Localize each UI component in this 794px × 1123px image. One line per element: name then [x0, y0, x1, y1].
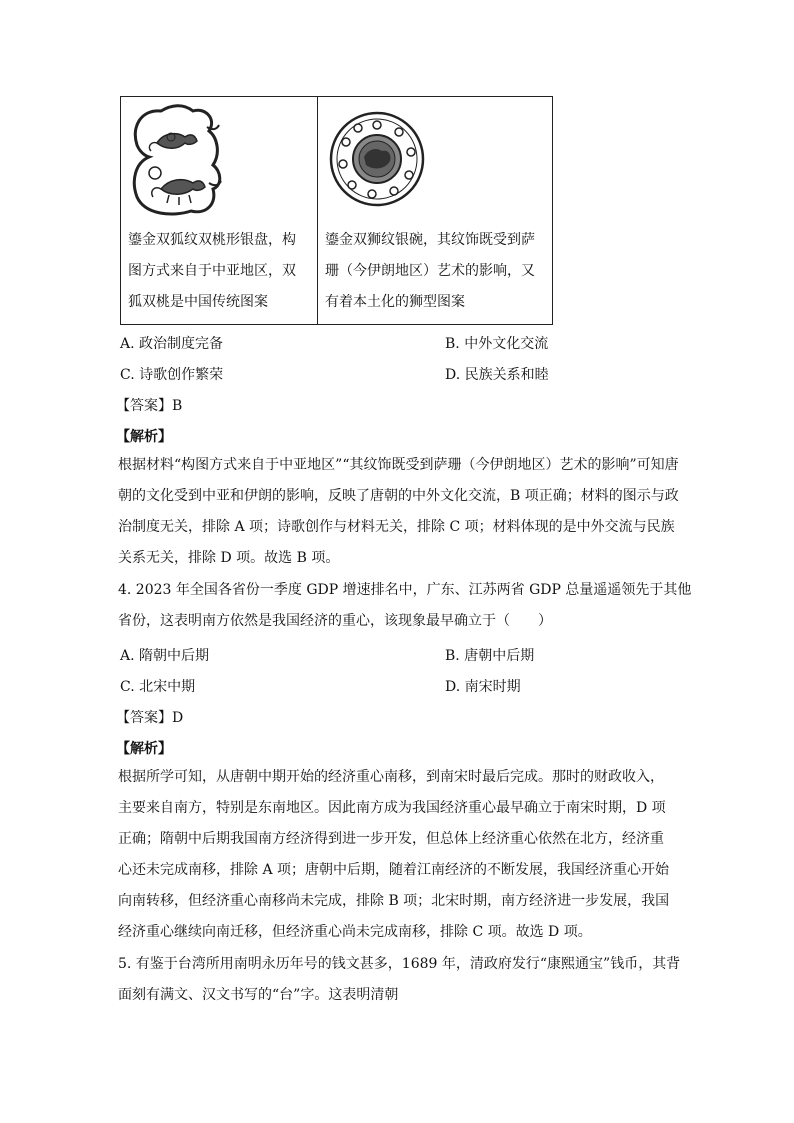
- analysis-heading: 【解析】: [116, 741, 172, 757]
- analysis-line: 正确；隋朝中后期我国南方经济得到进一步开发，但总体上经济重心依然在北方，经济重: [118, 831, 664, 847]
- analysis-line: 主要来自南方，特别是东南地区。因此南方成为我国经济重心最早确立于南宋时期，D 项: [118, 800, 666, 816]
- caption-line: 狐双桃是中国传统图案: [128, 294, 268, 310]
- analysis-line: 治制度无关，排除 A 项；诗歌创作与材料无关，排除 C 项；材料体现的是中外交流与民族: [118, 519, 675, 535]
- figure-cell-right: [318, 97, 553, 325]
- analysis-text: [118, 762, 678, 948]
- figure-caption-right: [318, 219, 552, 323]
- stem-line: 省份，这表明南方依然是我国经济的重心，该现象最早确立于（ ）: [118, 613, 552, 629]
- analysis-heading: 【解析】: [116, 429, 172, 445]
- caption-line: 图方式来自于中亚地区，双: [128, 263, 296, 279]
- caption-line: 鎏金双狮纹银碗，其纹饰既受到萨: [325, 232, 535, 248]
- analysis-line: 心还未完成南移，排除 A 项；唐朝中后期，随着江南经济的不断发展，我国经济重心开始: [118, 862, 670, 878]
- caption-line: 鎏金双狐纹双桃形银盘，构: [128, 232, 296, 248]
- option-c: C. 诗歌创作繁荣: [120, 367, 224, 383]
- caption-line: 珊（今伊朗地区）艺术的影响，又: [325, 263, 535, 279]
- question-5-stem: [118, 949, 681, 1011]
- option-d: D. 南宋时期: [445, 679, 521, 695]
- option-a: A. 隋朝中后期: [120, 648, 210, 664]
- analysis-line: 根据材料“构图方式来自于中亚地区”“其纹饰既受到萨珊（今伊朗地区）艺术的影响”可知唐: [118, 457, 679, 473]
- analysis-line: 根据所学可知，从唐朝中期开始的经济重心南移，到南宋时最后完成。那时的财政收入，: [118, 769, 664, 785]
- caption-line: 有着本土化的狮型图案: [325, 294, 465, 310]
- stem-line: 4. 2023 年全国各省份一季度 GDP 增速排名中，广东、江苏两省 GDP 总量遥遥领先于其他: [118, 582, 692, 598]
- figure-cell-left: [121, 97, 318, 325]
- analysis-line: 向南转移，但经济重心南移尚未完成，排除 B 项；北宋时期，南方经济进一步发展，我国: [118, 893, 670, 909]
- option-a: A. 政治制度完备: [120, 336, 224, 352]
- option-d: D. 民族关系和睦: [445, 367, 549, 383]
- figure-table: [120, 96, 553, 325]
- option-b: B. 唐朝中后期: [445, 648, 535, 664]
- analysis-line: 朝的文化受到中亚和伊朗的影响，反映了唐朝的中外文化交流，B 项正确；材料的图示与政: [118, 488, 679, 504]
- stem-line: 5. 有鉴于台湾所用南明永历年号的钱文甚多，1689 年，清政府发行“康熙通宝”钱币，其背: [118, 956, 681, 972]
- figure-caption-left: [121, 219, 317, 323]
- analysis-line: 经济重心继续向南迁移，但经济重心尚未完成南移，排除 C 项。故选 D 项。: [118, 924, 592, 940]
- analysis-line: 关系无关，排除 D 项。故选 B 项。: [118, 550, 340, 566]
- lion-silver-bowl-icon: [318, 97, 552, 219]
- stem-line: 面刻有满文、汉文书写的“台”字。这表明清朝: [118, 987, 399, 1003]
- answer-label: 【答案】D: [116, 710, 184, 726]
- analysis-text: [118, 450, 678, 574]
- option-b: B. 中外文化交流: [445, 336, 549, 352]
- answer-label: 【答案】B: [116, 398, 183, 414]
- fox-peach-silver-plate-icon: [121, 97, 317, 219]
- option-c: C. 北宋中期: [120, 679, 196, 695]
- question-4-stem: [118, 575, 692, 637]
